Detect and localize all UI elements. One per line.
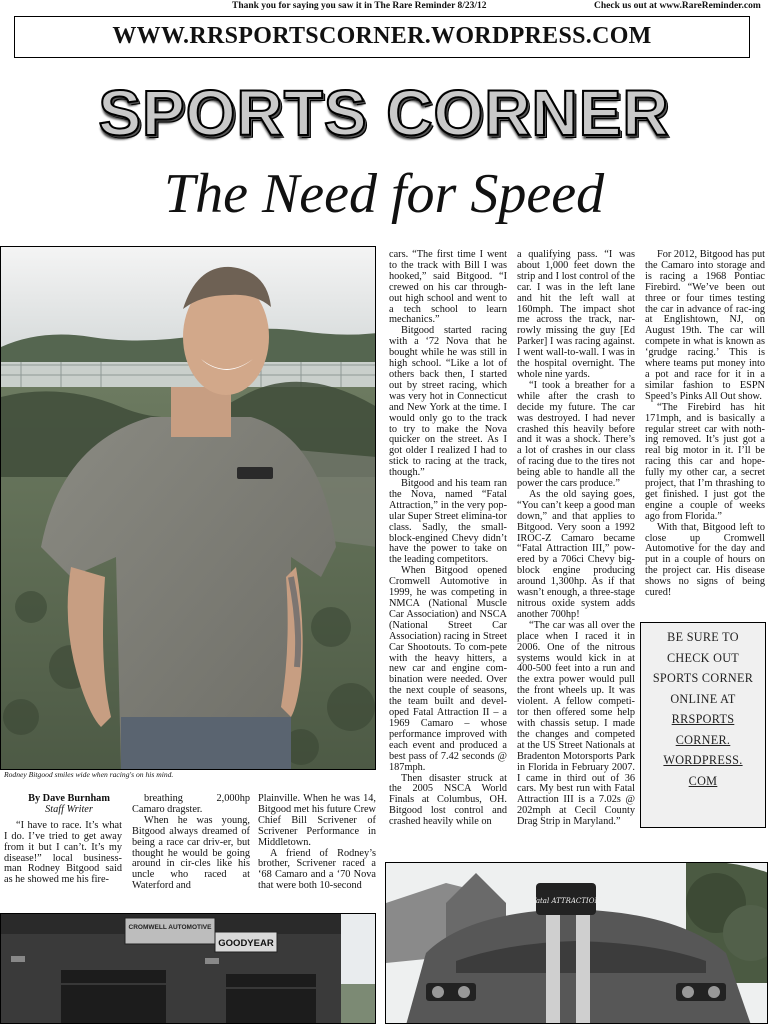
logo-text: SPORTS CORNER bbox=[98, 77, 670, 149]
article-column-1 bbox=[4, 794, 122, 886]
article-column-5 bbox=[517, 250, 635, 828]
paragraph: “The Firebird has hit 171mph, and is basically a regular street car with noth-ing removed. It’s just got a real big motor in it. I’ll be racing this car and hope-fully my other car, a secret project, that I’m thrashing to get finished. I just got the engine a couple of weeks ago from Florida.” bbox=[645, 401, 765, 522]
photo-caption: Rodney Bitgood smiles wide when racing's on his mind. bbox=[4, 770, 174, 779]
paragraph: A friend of Rodney’s brother, Scrivener raced a ‘68 Camaro and a ‘70 Nova that were both 10-second bbox=[258, 847, 376, 892]
check-us-out-line: Check us out at www.RareReminder.com bbox=[594, 1, 761, 11]
byline-title: Staff Writer bbox=[45, 803, 93, 815]
article-column-6 bbox=[645, 250, 765, 599]
paragraph: As the old saying goes, “You can’t keep a good man down,” and that applies to Bitgood. Very soon a 1992 IROC-Z Camaro became “Fatal Attraction III,” pow-ered by a 706ci Chevy big-block engine producing around 1,300hp. As if that wasn’t enough, a three-stage nitrous oxide system adds another 700hp! bbox=[517, 488, 635, 620]
paragraph: With that, Bitgood left to close up Cromwell Automotive for the day and put in a couple of hours on the project car. His disease shows no signs of being cured! bbox=[645, 521, 765, 599]
top-banner bbox=[0, 0, 768, 14]
promo-link[interactable]: COM bbox=[688, 773, 718, 788]
website-url-box[interactable]: WWW.RRSPORTSCORNER.WORDPRESS.COM bbox=[14, 16, 750, 58]
paragraph: “I took a breather for a while after the crash to decide my future. The car was destroyed. I had never crashed this heavily before and it was a shock. There’s a lot of crashes in our class of racing due to the tires not being able to handle all the power the cars produce.” bbox=[517, 379, 635, 490]
paragraph: Plainville. When he was 14, Bitgood met his future Crew Chief Bill Scrivener of Scrivener Performance in Middletown. bbox=[258, 793, 376, 848]
article-headline: The Need for Speed bbox=[163, 163, 605, 225]
article-column-2 bbox=[132, 794, 250, 892]
article-column-4 bbox=[389, 250, 507, 828]
paragraph: Bitgood and his team ran the Nova, named “Fatal Attraction,” in the very pop-ular Super Street elimina-tor class. Sadly, the small-block-engined Chevy didn’t have the power to take on the leading competitors. bbox=[389, 478, 507, 566]
promo-link[interactable]: RRSPORTS bbox=[671, 712, 735, 726]
promo-line: ONLINE AT bbox=[670, 691, 736, 706]
shop-sign-left: CROMWELL AUTOMOTIVE bbox=[128, 924, 212, 931]
paragraph: cars. “The first time I went to the track with Bill I was hooked,” said Bitgood. “I crewed on his car through-out high school and went to a tech school to learn mechanics.” bbox=[389, 249, 507, 326]
paragraph: Then disaster struck at the 2005 NSCA World Finals at Columbus, OH. Bitgood lost control and crashed heavily while on bbox=[389, 772, 507, 828]
thank-you-line: Thank you for saying you saw it in The Rare Reminder 8/23/12 bbox=[232, 1, 487, 11]
promo-line: SPORTS CORNER bbox=[652, 671, 754, 685]
paragraph: When he was young, Bitgood always dreamed of being a race car driv-er, but thought he would be going around in cir-cles like his uncle who raced at Waterford and bbox=[132, 814, 250, 892]
online-promo-box[interactable] bbox=[640, 622, 766, 828]
byline-name: By Dave Burnham bbox=[28, 793, 110, 804]
promo-line: BE SURE TO bbox=[667, 630, 739, 644]
promo-link[interactable]: WORDPRESS. bbox=[663, 753, 743, 767]
paragraph: breathing 2,000hp Camaro dragster. bbox=[132, 793, 250, 815]
paragraph: a qualifying pass. “I was about 1,000 feet down the strip and I lost control of the car. I was in the left lane and hit the left wall at 160mph. The impact shot me across the track, nar-rowly missing the guy [Ed Parker] I was racing against. I went wall-to-wall. I was in the hospital overnight. The whole nine yards. bbox=[517, 249, 635, 380]
promo-line: CHECK OUT bbox=[666, 650, 740, 665]
sports-corner-logo bbox=[52, 72, 716, 158]
car-decal: Fatal ATTRACTION bbox=[531, 897, 601, 905]
article-column-3 bbox=[258, 794, 376, 892]
paragraph: “I have to race. It’s what I do. I’ve tried to get away from it but I can’t. It’s my disease!” local business-man Rodney Bitgood said as he showed me his fire- bbox=[4, 819, 122, 886]
paragraph: “The car was all over the place when I raced it in 2006. One of the nitrous systems would kick in at 400-500 feet into a run and the extra power would pull the front wheels up. It was violent. A fellow competi-tor then offered some help with chassis setup. I made the changes and competed at the US Street Nationals at Bradenton Motorsports Park in Florida in February 2007. I came in third out of 36 cars. My best run with Fatal Attraction III is a 7.02s @ 202mph at Cecil County Drag Strip in Maryland.” bbox=[517, 619, 635, 828]
cromwell-automotive-photo bbox=[0, 913, 376, 1024]
rodney-bitgood-photo bbox=[0, 246, 376, 770]
promo-link[interactable]: CORNER. bbox=[675, 732, 731, 747]
paragraph: For 2012, Bitgood has put the Camaro into storage and is racing a 1968 Pontiac Firebird. “We’ve been out three or four times testing the car in advance of rac-ing at Englishtown, NJ, on August 19th. The car will compete in what is known as ‘grudge racing.’ This is where teams put money into a pot and race for it in a similar fashion to ESPN Speed’s Pinks All Out show. bbox=[645, 249, 765, 402]
fatal-attraction-car-photo bbox=[385, 862, 768, 1024]
shop-sign-right: GOODYEAR bbox=[218, 938, 274, 949]
paragraph: Bitgood started racing with a ‘72 Nova that he bought while he was still in high school. “Like a lot of others back then, I started out by street racing, which was very hot in Connecticut and New York at the time. I would only go to the track to try to make the Nova quicker on the street. As I got older I realized I had to stick to racing at the track, though.” bbox=[389, 325, 507, 479]
paragraph: When Bitgood opened Cromwell Automotive in 1999, he was competing in NMCA (National Muscle Car Association) and NSCA (National Street Car Association) racing in Street Car Shootouts. To com-pete with the heavy hitters, a new car and engine com-bination were needed. Over the next couple of seasons, the team built and devel-oped Fatal Attraction II – a 1969 Camaro – whose performance improved with each event and produced a best pass of 7.42 seconds @ 187mph. bbox=[389, 565, 507, 773]
